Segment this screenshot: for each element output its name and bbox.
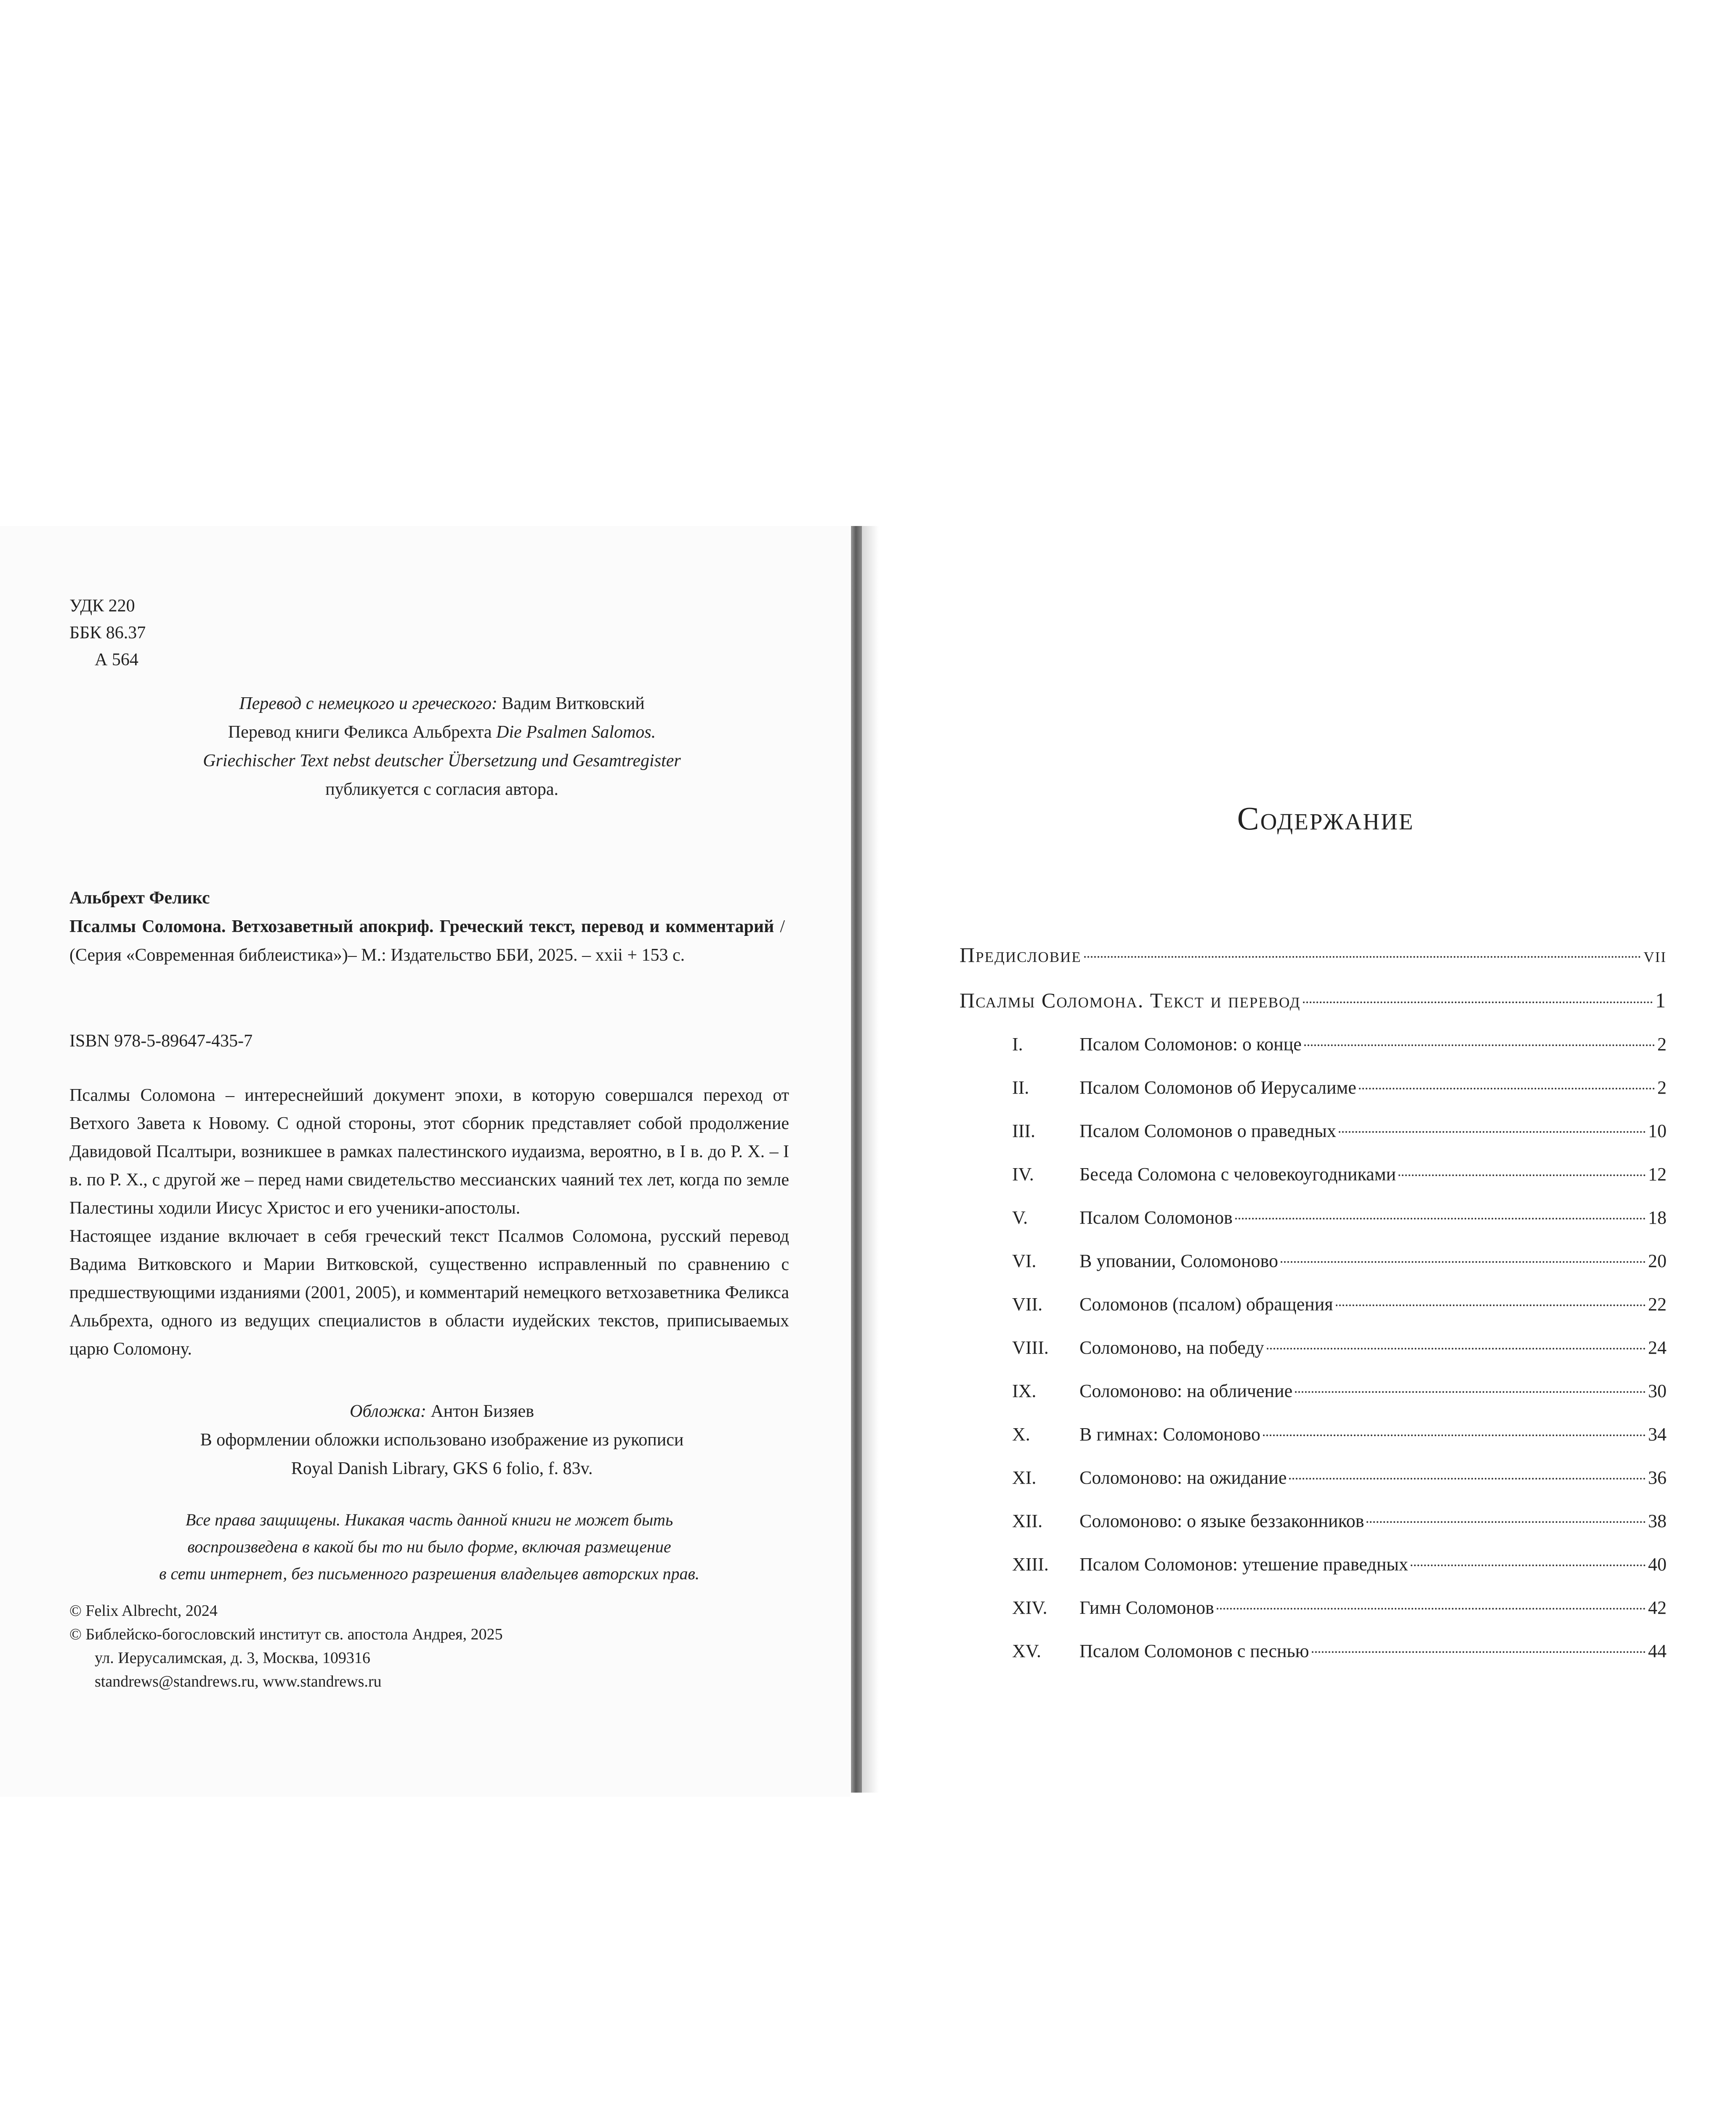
psalm-number: VI.: [1012, 1251, 1037, 1271]
psalm-title: Соломонов (псалом) обращения: [1079, 1294, 1333, 1315]
copyright-publisher: © Библейско-богословский институт св. апостола Андрея, 2025: [69, 1626, 503, 1643]
abstract-paragraph-2: Настоящее издание включает в себя греческий текст Псалмов Соломона, русский перевод Вадима Витковского и Марии Витковской, существенно исправленный по сравнению с предшествующими изданиями (2001, 2005), и комментарий немецкого ветхозаветника Феликса Альбрехта, одного из ведущих специалистов в области иудейских текстов, приписываемых царю Соломону.: [69, 1227, 789, 1359]
psalm-number: II.: [1012, 1077, 1029, 1098]
psalm-page: 24: [1648, 1337, 1667, 1358]
psalm-title: Соломоново: на обличение: [1079, 1381, 1293, 1401]
cover-label: Обложка:: [350, 1402, 426, 1421]
toc-psalm-entry[interactable]: [960, 1380, 1667, 1424]
udk-code: УДК 220: [69, 596, 135, 616]
series-info: / (Серия «Современная библеистика»)– М.: Издательство ББИ, 2025. – xxii + 153 с.: [69, 917, 785, 965]
psalm-page: 30: [1648, 1381, 1667, 1401]
toc-psalm-entry[interactable]: [960, 1294, 1667, 1337]
psalm-number: XIV.: [1012, 1597, 1047, 1618]
toc-psalm-entry[interactable]: [960, 1120, 1667, 1164]
toc-psalm-entry[interactable]: [960, 1250, 1667, 1294]
rights-line-1: Все права защищены. Никакая часть данной книги не может быть: [185, 1510, 673, 1529]
cover-note: В оформлении обложки использовано изображение из рукописи: [200, 1430, 684, 1450]
copyright-author: © Felix Albrecht, 2024: [69, 1602, 218, 1620]
toc-psalm-entry[interactable]: [960, 1207, 1667, 1250]
toc-leader-dots: [1267, 1348, 1646, 1350]
toc-entry-page: vii: [1643, 943, 1667, 967]
permission-line: публикуется с согласия автора.: [325, 780, 558, 799]
psalm-number: XI.: [1012, 1467, 1037, 1488]
abstract: [69, 1081, 789, 1363]
author-code: А 564: [95, 650, 138, 669]
psalm-title: Беседа Соломона с человекоугодниками: [1079, 1164, 1396, 1185]
toc-entry-label: Предисловие: [960, 943, 1082, 967]
toc-leader-dots: [1411, 1565, 1646, 1566]
toc-leader-dots: [1366, 1521, 1646, 1523]
psalm-number: V.: [1012, 1207, 1028, 1228]
bbk-code: ББК 86.37: [69, 623, 146, 643]
translation-label: Перевод с немецкого и греческого:: [239, 694, 497, 713]
toc-psalm-entry[interactable]: [960, 1033, 1667, 1077]
classification-codes: [69, 592, 146, 673]
isbn: ISBN 978-5-89647-435-7: [69, 1031, 253, 1051]
psalm-number: XV.: [1012, 1641, 1041, 1661]
rights-line-3: в сети интернет, без письменного разрешения владельцев авторских прав.: [159, 1564, 699, 1583]
psalm-number: VIII.: [1012, 1337, 1049, 1358]
psalm-page: 10: [1648, 1121, 1667, 1141]
psalm-title: Псалом Соломонов: [1079, 1207, 1233, 1228]
rights-line-2: воспроизведена в какой бы то ни было форме, включая размещение: [187, 1537, 671, 1556]
psalm-page: 22: [1648, 1294, 1667, 1315]
psalm-title: Псалом Соломонов о праведных: [1079, 1121, 1336, 1141]
toc-psalm-entry[interactable]: [960, 1424, 1667, 1467]
psalm-page: 42: [1648, 1597, 1667, 1618]
book-title: Псалмы Соломона. Ветхозаветный апокриф. Греческий текст, перевод и комментарий: [69, 917, 774, 936]
translation-credits: [126, 689, 758, 804]
cover-source: Royal Danish Library, GKS 6 folio, f. 83v.: [291, 1459, 593, 1478]
psalm-title: Псалом Соломонов с песнью: [1079, 1641, 1309, 1661]
translation-prefix: Перевод книги Феликса Альбрехта: [228, 723, 492, 742]
psalm-number: IV.: [1012, 1164, 1034, 1185]
psalm-page: 12: [1648, 1164, 1667, 1185]
author-name: Альбрехт Феликс: [69, 888, 210, 908]
toc-title: Содержание: [1237, 800, 1414, 837]
publisher-web: standrews@standrews.ru, www.standrews.ru: [95, 1673, 382, 1690]
cover-line: [126, 1397, 758, 1426]
toc-entry-page: 1: [1655, 988, 1667, 1012]
toc-psalm-entry[interactable]: [960, 1640, 1667, 1684]
abstract-paragraph-1: Псалмы Соломона – интереснейший документ эпохи, в которую совершался переход от Ветхого Завета к Новому. С одной стороны, этот сборник представляет собой продолжение Давидовой Псалтыри, возникшее в рамках палестинского иудаизма, вероятно, в I в. до Р. Х. – I в. по Р. Х., с другой же – перед нами свидетельство мессианских чаяний тех лет, когда по земле Палестины ходили Иисус Христос и его ученики-апостолы.: [69, 1086, 789, 1218]
toc-entry-text-translation[interactable]: [960, 988, 1667, 1033]
psalm-page: 2: [1657, 1077, 1667, 1098]
bibliographic-record: [69, 884, 785, 970]
psalm-page: 2: [1657, 1034, 1667, 1055]
psalm-number: III.: [1012, 1121, 1035, 1141]
toc-psalm-entry[interactable]: [960, 1164, 1667, 1207]
psalm-page: 40: [1648, 1554, 1667, 1575]
psalm-number: X.: [1012, 1424, 1030, 1445]
cover-artist: Антон Бизяев: [431, 1402, 534, 1421]
psalm-number: IX.: [1012, 1381, 1037, 1401]
toc-leader-dots: [1303, 1002, 1653, 1003]
psalm-number: XIII.: [1012, 1554, 1049, 1575]
toc-psalm-entry[interactable]: [960, 1337, 1667, 1380]
toc-psalm-entry[interactable]: [960, 1510, 1667, 1554]
toc-psalm-entry[interactable]: [960, 1554, 1667, 1597]
translator-line: [126, 689, 758, 718]
toc-leader-dots: [1084, 956, 1641, 958]
toc-leader-dots: [1398, 1174, 1646, 1176]
original-title-2: Griechischer Text nebst deutscher Übersetzung und Gesamtregister: [203, 751, 681, 770]
cover-credits: [126, 1397, 758, 1483]
psalm-page: 20: [1648, 1251, 1667, 1271]
psalm-title: Соломоново: на ожидание: [1079, 1467, 1287, 1488]
toc-leader-dots: [1359, 1088, 1655, 1089]
psalm-page: 36: [1648, 1467, 1667, 1488]
toc-psalm-entry[interactable]: [960, 1597, 1667, 1640]
toc-psalm-entry[interactable]: [960, 1467, 1667, 1510]
original-title-1: Die Psalmen Salomos.: [496, 723, 656, 742]
book-spine-shadow: [851, 526, 862, 1793]
psalm-title: Соломоново, на победу: [1079, 1337, 1264, 1358]
toc-leader-dots: [1304, 1044, 1655, 1046]
psalm-page: 34: [1648, 1424, 1667, 1445]
toc-leader-dots: [1295, 1391, 1646, 1393]
toc-leader-dots: [1235, 1218, 1646, 1219]
toc-leader-dots: [1312, 1651, 1646, 1653]
psalm-title: Псалом Соломонов: утешение праведных: [1079, 1554, 1408, 1575]
psalm-number: XII.: [1012, 1511, 1043, 1531]
toc-leader-dots: [1289, 1478, 1646, 1480]
translator-name: Вадим Витковский: [502, 694, 645, 713]
toc-psalm-entry[interactable]: [960, 1077, 1667, 1120]
psalm-number: I.: [1012, 1034, 1023, 1055]
toc-leader-dots: [1217, 1608, 1646, 1610]
toc-entry-label: Псалмы Соломона. Текст и перевод: [960, 988, 1301, 1012]
psalm-number: VII.: [1012, 1294, 1043, 1315]
toc-leader-dots: [1339, 1131, 1646, 1133]
psalm-title: В уповании, Соломоново: [1079, 1251, 1279, 1271]
psalm-page: 38: [1648, 1511, 1667, 1531]
spine-gradient: [862, 526, 879, 1793]
toc-leader-dots: [1336, 1304, 1646, 1306]
table-of-contents: [960, 943, 1667, 1684]
toc-leader-dots: [1263, 1435, 1646, 1436]
toc-entry-preface[interactable]: [960, 943, 1667, 988]
publisher-address: ул. Иерусалимская, д. 3, Москва, 109316: [95, 1649, 370, 1667]
psalm-title: Соломоново: о языке беззаконников: [1079, 1511, 1364, 1531]
psalm-title: Гимн Соломонов: [1079, 1597, 1214, 1618]
psalm-title: Псалом Соломонов об Иерусалиме: [1079, 1077, 1356, 1098]
psalm-page: 44: [1648, 1641, 1667, 1661]
rights-notice: [101, 1506, 758, 1587]
toc-leader-dots: [1281, 1261, 1646, 1263]
psalm-title: Псалом Соломонов: о конце: [1079, 1034, 1302, 1055]
copyright-block: [69, 1599, 503, 1693]
psalm-title: В гимнах: Соломоново: [1079, 1424, 1260, 1445]
psalm-page: 18: [1648, 1207, 1667, 1228]
original-book-line: [126, 718, 758, 746]
